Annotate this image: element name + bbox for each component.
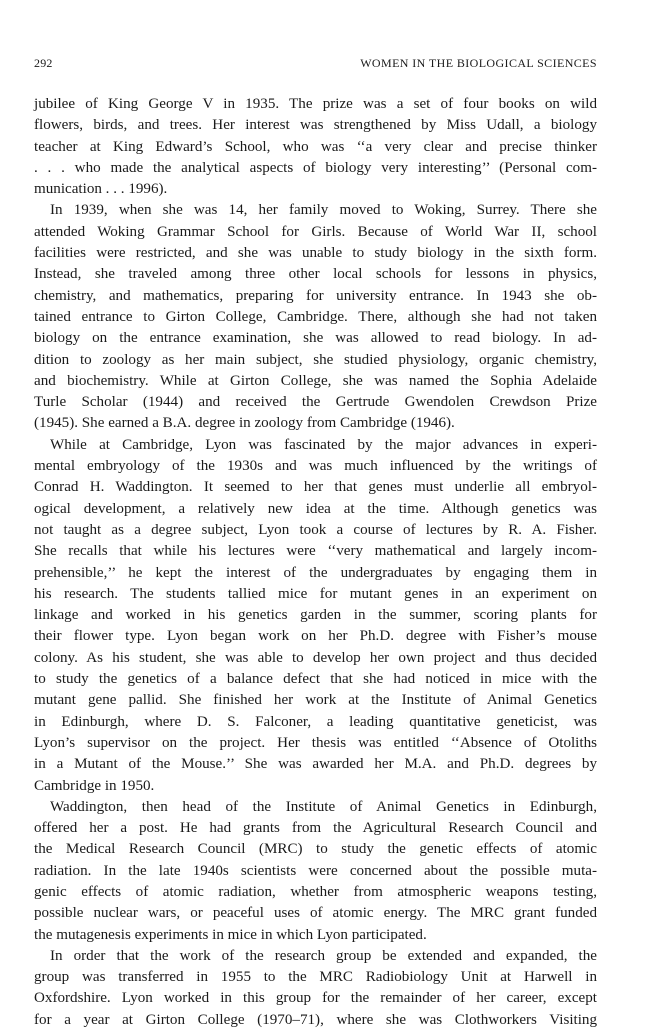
text-line: possible nuclear wars, or peaceful uses of atomic energy. The MRC grant funded [34, 905, 597, 922]
text-line: Waddington, then head of the Institute of Animal Genetics in Edinburgh, [50, 798, 597, 815]
text-line: munication . . . 1996). [34, 181, 168, 198]
text-line: jubilee of King George V in 1935. The prize was a set of four books on wild [34, 96, 597, 112]
running-title: WOMEN IN THE BIOLOGICAL SCIENCES [360, 56, 597, 70]
text-line: teacher at King Edward’s School, who was ‘‘a very clear and precise thinker [34, 138, 597, 155]
text-line: tained entrance to Girton College, Cambridge. There, although she had not taken [34, 308, 597, 325]
text-line: genic effects of atomic radiation, whether from atmospheric weapons testing, [34, 883, 597, 900]
text-line: offered her a post. He had grants from the Agricultural Research Council and [34, 820, 597, 837]
text-line: Conrad H. Waddington. It seemed to her that genes must underlie all embryol- [34, 479, 597, 496]
text-line: colony. As his student, she was able to develop her own project and thus decided [34, 649, 597, 666]
text-line: linkage and worked in his genetics garden in the summer, scoring plants for [34, 607, 597, 624]
text-line: not taught as a degree subject, Lyon took a course of lectures by R. A. Fisher. [34, 521, 597, 538]
text-line: the mutagenesis experiments in mice in which Lyon participated. [34, 926, 427, 943]
text-line: While at Cambridge, Lyon was fascinated by the major advances in experi- [50, 436, 597, 453]
page-number: 292 [34, 56, 53, 70]
text-line: chemistry, and mathematics, preparing for university entrance. In 1943 she ob- [34, 287, 597, 304]
running-head [34, 56, 597, 72]
text-line: Instead, she traveled among three other local schools for lessons in physics, [34, 266, 597, 283]
text-line: their flower type. Lyon began work on her Ph.D. degree with Fisher’s mouse [34, 628, 597, 645]
text-line: attended Woking Grammar School for Girls. Because of World War II, school [34, 223, 597, 240]
text-line: radiation. In the late 1940s scientists were concerned about the possible muta- [34, 862, 597, 879]
text-line: Turle Scholar (1944) and received the Gertrude Gwendolen Crewdson Prize [34, 394, 597, 411]
text-line: . . . who made the analytical aspects of biology very interesting’’ (Personal com- [34, 159, 597, 176]
text-line: the Medical Research Council (MRC) to study the genetic effects of atomic [34, 841, 597, 858]
text-line: to study the genetics of a balance defect that she had noticed in mice with the [34, 671, 597, 688]
text-line: prehensible,’’ he kept the interest of the undergraduates by engaging them in [34, 564, 597, 581]
text-line: biology on the entrance examination, she was allowed to read biology. In ad- [34, 330, 597, 347]
text-line: Lyon’s supervisor on the project. Her thesis was entitled ‘‘Absence of Otoliths [34, 734, 597, 751]
text-line: for a year at Girton College (1970–71), where she was Clothworkers Visiting [34, 1011, 597, 1028]
text-line: flowers, birds, and trees. Her interest was strengthened by Miss Udall, a biology [34, 117, 597, 134]
text-line: in a Mutant of the Mouse.’’ She was awarded her M.A. and Ph.D. degrees by [34, 756, 597, 773]
text-line: his research. The students tallied mice for mutant genes in an experiment on [34, 585, 597, 602]
text-line: Oxfordshire. Lyon worked in this group for the remainder of her career, except [34, 990, 597, 1007]
text-line: dition to zoology as her main subject, she studied physiology, organic chemistry, [34, 351, 597, 368]
text-line: mental embryology of the 1930s and was much influenced by the writings of [34, 458, 597, 475]
text-line: (1945). She earned a B.A. degree in zoology from Cambridge (1946). [34, 415, 455, 432]
text-line: group was transferred in 1955 to the MRC Radiobiology Unit at Harwell in [34, 969, 597, 986]
body-text [34, 94, 597, 1031]
text-line: mutant gene pallid. She finished her work at the Institute of Animal Genetics [34, 692, 597, 709]
text-line: facilities were restricted, and she was unable to study biology in the sixth form. [34, 245, 597, 262]
text-line: In 1939, when she was 14, her family moved to Woking, Surrey. There she [50, 202, 597, 219]
text-line: ogical development, a relatively new idea at the time. Although genetics was [34, 500, 597, 517]
text-line: in Edinburgh, where D. S. Falconer, a leading quantitative geneticist, was [34, 713, 597, 730]
text-line: In order that the work of the research group be extended and expanded, the [50, 947, 597, 964]
text-line: She recalls that while his lectures were ‘‘very mathematical and largely incom- [34, 543, 597, 560]
text-line: and biochemistry. While at Girton College, she was named the Sophia Adelaide [34, 372, 597, 389]
text-line: Cambridge in 1950. [34, 777, 155, 794]
